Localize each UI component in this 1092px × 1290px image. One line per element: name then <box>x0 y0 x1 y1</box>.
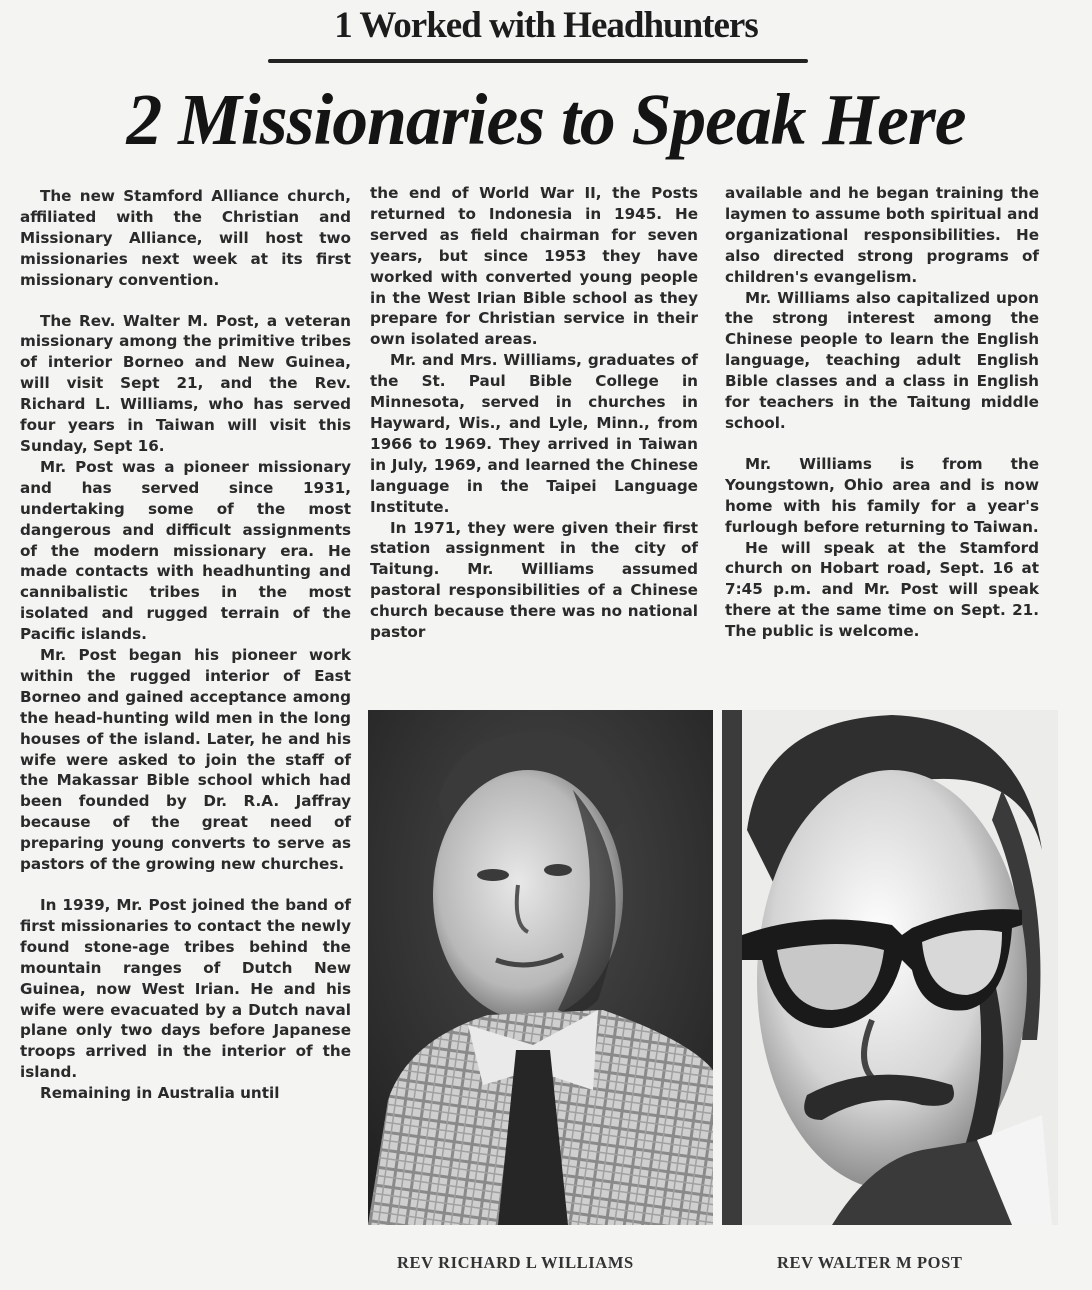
kicker-headline: 1 Worked with Headhunters <box>334 5 758 46</box>
article-column-2 <box>370 183 698 643</box>
paragraph: He will speak at the Stamford church on Hobart road, Sept. 16 at 7:45 p.m. and Mr. Post will speak there at the same time on Sept. 21. The public is welcome. <box>725 538 1039 641</box>
paragraph: available and he began training the laymen to assume both spiritual and organizational responsibilities. He also directed strong programs of children's evangelism. <box>725 184 1039 286</box>
main-headline: 2 Missionaries to Speak Here <box>126 79 966 160</box>
photo-caption-post: REV WALTER M POST <box>777 1253 963 1272</box>
paragraph: Mr. Williams also capitalized upon the strong interest among the Chinese people to learn the English language, teaching adult English Bible classes and a class in English for teachers in the Taitung middle school. <box>725 288 1039 432</box>
kicker-rule <box>268 59 808 63</box>
photo-williams <box>368 710 713 1225</box>
paragraph: Mr. Williams is from the Youngstown, Ohio area and is now home with his family for a year's furlough before returning to Taiwan. <box>725 454 1039 536</box>
paragraph: Remaining in Australia until <box>40 1084 280 1103</box>
photo-caption-williams: REV RICHARD L WILLIAMS <box>397 1253 634 1272</box>
paragraph: The new Stamford Alliance church, affiliated with the Christian and Missionary Alliance, will host two missionaries next week at its first missionary convention. <box>20 187 351 289</box>
photo-post <box>722 710 1058 1225</box>
portrait-post-image <box>722 710 1058 1225</box>
paragraph: The Rev. Walter M. Post, a veteran missionary among the primitive tribes of interior Borneo and New Guinea, will visit Sept 21, and the Rev. Richard L. Williams, who has served four years in Taiwan will visit this Sunday, Sept 16. <box>20 311 351 455</box>
article-column-1 <box>20 186 351 1104</box>
paragraph: In 1971, they were given their first station assignment in the city of Taitung. Mr. Williams assumed pastoral responsibilities of a Chinese church because there was no national pastor <box>370 518 698 642</box>
paragraph: In 1939, Mr. Post joined the band of first missionaries to contact the newly found stone-age tribes behind the mountain ranges of Dutch New Guinea, now West Irian. He and his wife were evacuated by a Dutch naval plane only two days before Japanese troops arrived in the interior of the island. <box>20 896 351 1082</box>
portrait-williams-image <box>368 710 713 1225</box>
paragraph: Mr. Post began his pioneer work within the rugged interior of East Borneo and gained acceptance among the head-hunting wild men in the long houses of the island. Later, he and his wife were asked to join the staff of the Makassar Bible school which had been founded by Dr. R.A. Jaffray because of the great need of preparing young converts to serve as pastors of the growing new churches. <box>20 646 351 874</box>
paragraph: Mr. Post was a pioneer missionary and has served since 1931, undertaking some of the most dangerous and difficult assignments of the modern missionary era. He made contacts with headhunting and cannibalistic tribes in the most isolated and rugged terrain of the Pacific islands. <box>20 457 351 644</box>
article-column-3 <box>725 183 1039 642</box>
paragraph: the end of World War II, the Posts returned to Indonesia in 1945. He served as field chairman for seven years, but since 1953 they have worked with converted young people in the West Irian Bible school as they prepare for Christian service in their own isolated areas. <box>370 184 698 349</box>
paragraph: Mr. and Mrs. Williams, graduates of the St. Paul Bible College in Minnesota, served in churches in Hayward, Wis., and Lyle, Minn., from 1966 to 1969. They arrived in Taiwan in July, 1969, and learned the Chinese language in the Taipei Language Institute. <box>370 351 698 516</box>
